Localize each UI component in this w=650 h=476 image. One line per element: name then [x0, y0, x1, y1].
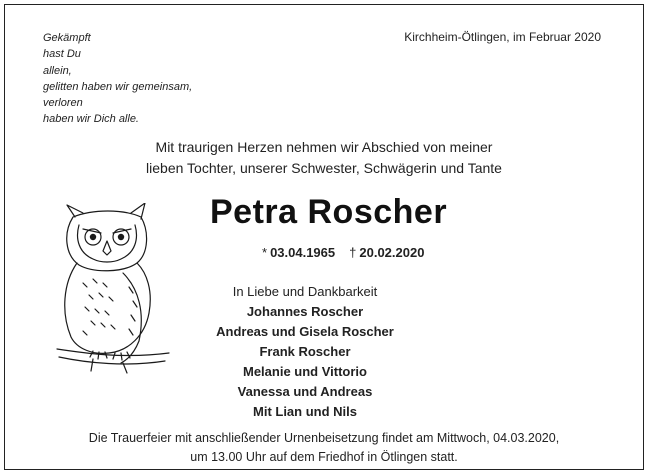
death-date: 20.02.2020	[359, 245, 425, 260]
family-signature	[190, 282, 420, 422]
birth-symbol: *	[262, 245, 268, 260]
death-symbol: †	[349, 245, 357, 260]
family-member: Frank Roscher	[259, 344, 351, 359]
intro-text	[5, 137, 643, 179]
place-date: Kirchheim-Ötlingen, im Februar 2020	[404, 30, 601, 44]
poem	[43, 30, 192, 128]
service-line: um 13.00 Uhr auf dem Friedhof in Ötlingen statt.	[190, 450, 458, 464]
deceased-name: Petra Roscher	[210, 193, 448, 231]
family-member: Andreas und Gisela Roscher	[216, 324, 394, 339]
service-info	[5, 429, 643, 467]
obituary-card	[4, 4, 644, 470]
poem-line: haben wir Dich alle.	[43, 113, 139, 126]
poem-line: gelitten haben wir gemeinsam,	[43, 80, 193, 93]
poem-line: Gekämpft	[43, 32, 91, 44]
life-dates	[262, 245, 424, 260]
poem-line: hast Du	[43, 48, 81, 61]
family-member: Johannes Roscher	[246, 304, 364, 319]
intro-line: lieben Tochter, unserer Schwester, Schwägerin und Tante	[146, 160, 502, 176]
family-lead: In Liebe und Dankbarkeit	[232, 284, 378, 299]
birth-date: 03.04.1965	[270, 245, 336, 260]
intro-line: Mit traurigen Herzen nehmen wir Abschied von meiner	[155, 139, 493, 155]
family-member: Melanie und Vittorio	[243, 364, 367, 379]
owl-icon	[53, 203, 173, 375]
poem-line: allein,	[43, 64, 72, 77]
family-member: Vanessa und Andreas	[237, 384, 373, 399]
service-line: Die Trauerfeier mit anschließender Urnenbeisetzung findet am Mittwoch, 04.03.2020,	[88, 431, 560, 445]
poem-line: verloren	[43, 97, 83, 110]
family-member: Mit Lian und Nils	[253, 404, 357, 419]
